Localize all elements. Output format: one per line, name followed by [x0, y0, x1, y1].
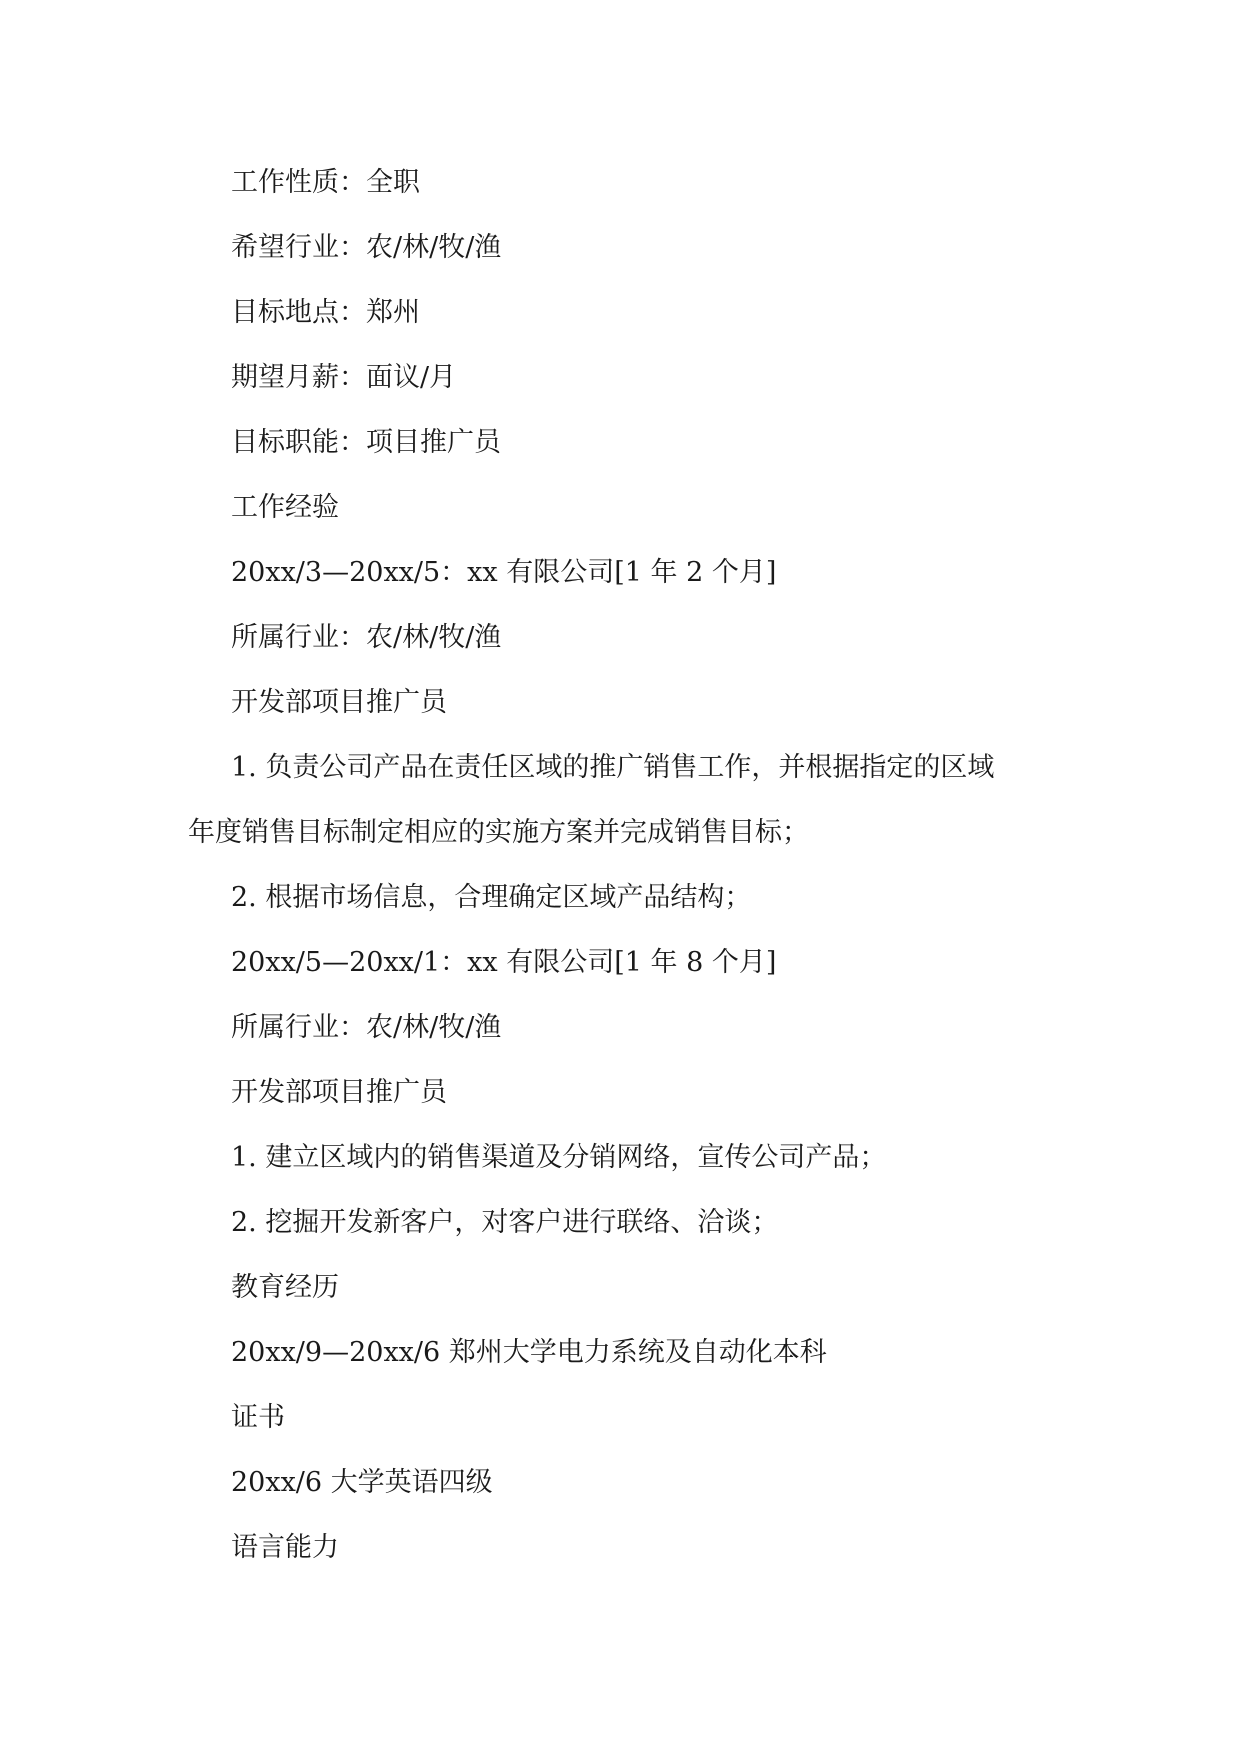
target-location-line: 目标地点：郑州 [231, 297, 420, 328]
education-entry: 20xx/9—20xx/6 郑州大学电力系统及自动化本科 [231, 1337, 827, 1368]
document-body [188, 150, 1058, 1580]
target-function-line: 目标职能：项目推广员 [231, 427, 501, 458]
certificates-heading: 证书 [231, 1402, 285, 1433]
desired-industry-line: 希望行业：农/林/牧/渔 [231, 232, 502, 263]
job-2-industry: 所属行业：农/林/牧/渔 [231, 1012, 502, 1043]
job-1-position: 开发部项目推广员 [231, 687, 447, 718]
job-1-duty-1: 1. 负责公司产品在责任区域的推广销售工作，并根据指定的区域 [231, 752, 995, 783]
job-1-period: 20xx/3—20xx/5：xx 有限公司[1 年 2 个月] [231, 557, 777, 588]
expected-salary-line: 期望月薪：面议/月 [231, 362, 457, 393]
job-2-duty-1: 1. 建立区域内的销售渠道及分销网络，宣传公司产品； [231, 1142, 887, 1173]
job-2-position: 开发部项目推广员 [231, 1077, 447, 1108]
job-type-line: 工作性质：全职 [231, 167, 420, 198]
job-2-period: 20xx/5—20xx/1：xx 有限公司[1 年 8 个月] [231, 947, 777, 978]
language-ability-heading: 语言能力 [231, 1532, 339, 1563]
job-1-industry: 所属行业：农/林/牧/渔 [231, 622, 502, 653]
job-2-duty-2: 2. 挖掘开发新客户，对客户进行联络、洽谈； [231, 1207, 779, 1238]
certificate-entry: 20xx/6 大学英语四级 [231, 1467, 493, 1498]
work-experience-heading: 工作经验 [231, 492, 339, 523]
education-heading: 教育经历 [231, 1272, 339, 1303]
job-1-duty-1-continued: 年度销售目标制定相应的实施方案并完成销售目标； [188, 817, 809, 848]
job-1-duty-2: 2. 根据市场信息，合理确定区域产品结构； [231, 882, 752, 913]
